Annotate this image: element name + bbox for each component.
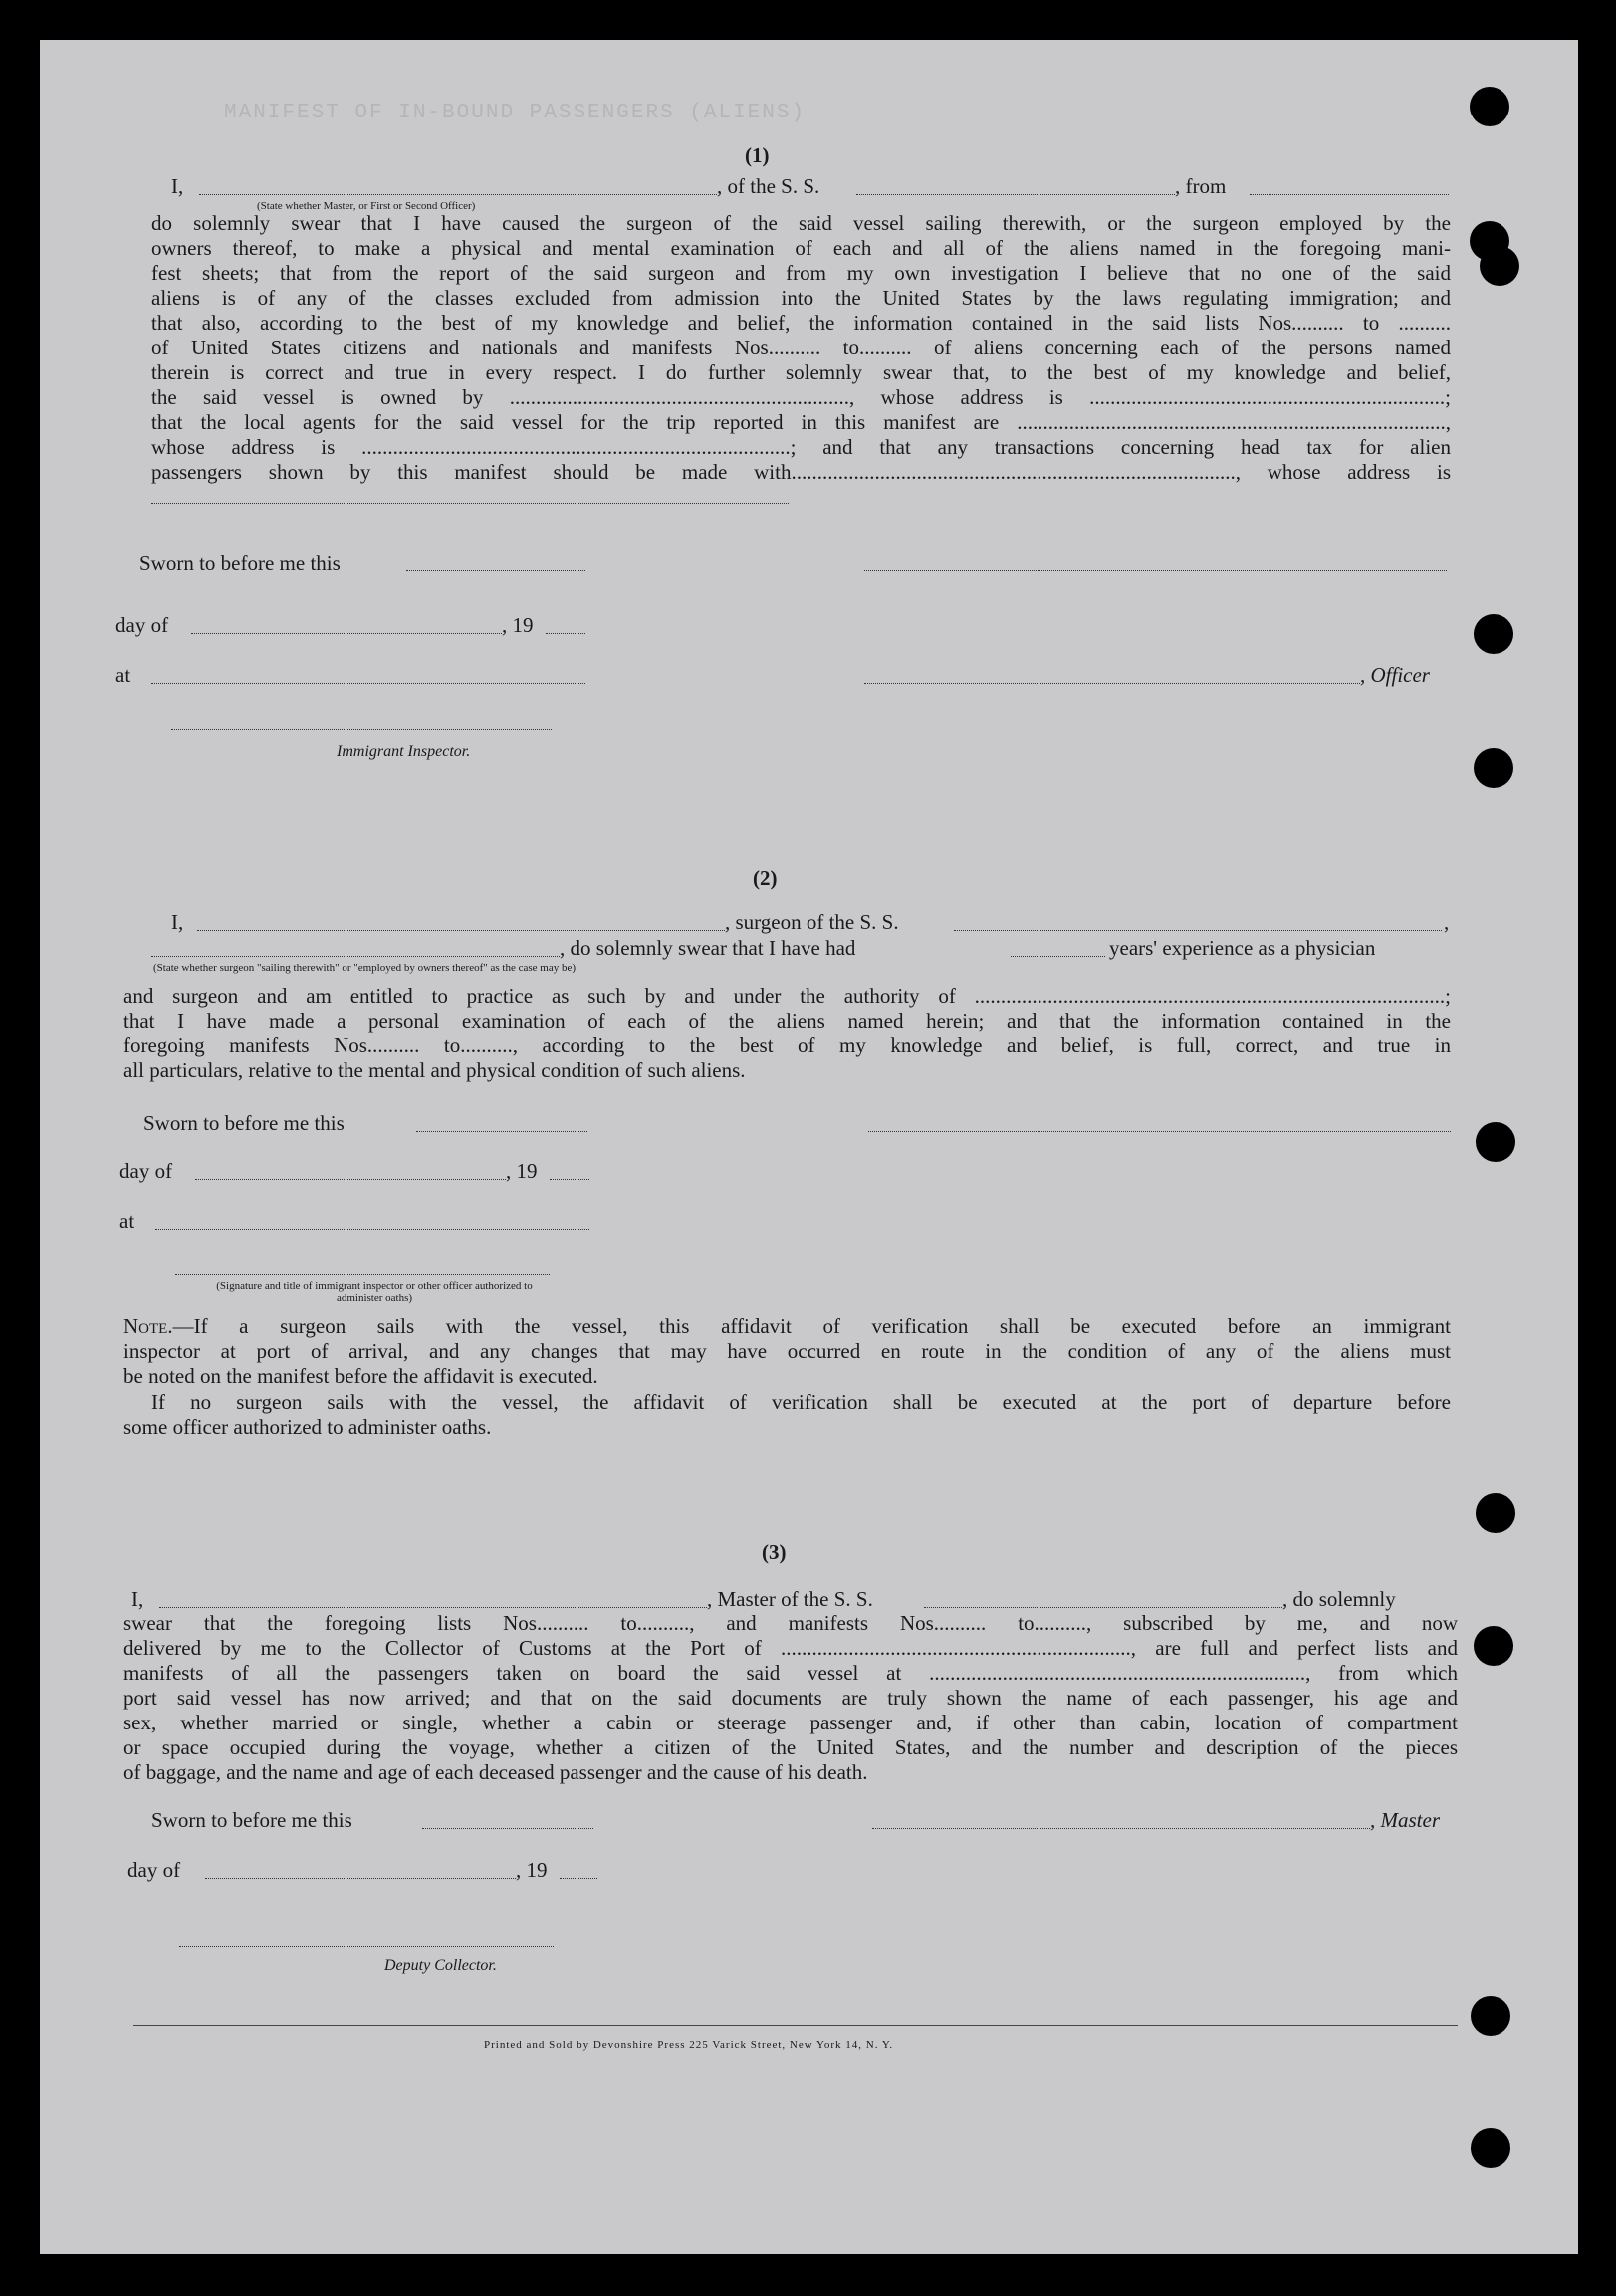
- section2-sig-note: (Signature and title of immigrant inspector or other officer authorized to administer oaths): [216, 1280, 533, 1304]
- punch-hole: [1480, 246, 1519, 286]
- address-continuation-blank: [151, 503, 789, 504]
- section2-note-line: be noted on the manifest before the affidavit is executed.: [123, 1364, 598, 1388]
- bleed-through-header: MANIFEST OF IN-BOUND PASSENGERS (ALIENS): [224, 102, 807, 124]
- section1-line: therein is correct and true in every respect. I do further solemnly swear that, to the best of my knowledge and belief,: [151, 360, 1451, 384]
- document-page: [40, 40, 1578, 2254]
- surgeon-vessel-blank: [954, 930, 1442, 931]
- section1-line: do solemnly swear that I have caused the surgeon of the said vessel sailing therewith, or the surgeon employed by the: [151, 211, 1451, 235]
- signature-blank: [868, 1131, 1451, 1132]
- years-blank: [1011, 956, 1105, 957]
- section1-of-ss: , of the S. S.: [717, 174, 820, 198]
- section3-i: I,: [131, 1587, 144, 1611]
- vessel-blank: [856, 194, 1175, 195]
- sworn-blank: [406, 570, 585, 571]
- section3-line: or space occupied during the voyage, whether a citizen of the United States, and the number and description of the pieces: [123, 1735, 1458, 1759]
- section3-do-solemnly: , do solemnly: [1282, 1587, 1396, 1611]
- section1-line: aliens is of any of the classes excluded from admission into the United States by the laws regulating immigration; and: [151, 286, 1451, 310]
- section2-note-line: inspector at port of arrival, and any changes that may have occurred en route in the condition of any of the aliens must: [123, 1339, 1451, 1363]
- officer-blank: [199, 194, 717, 195]
- master-signature-blank: [872, 1828, 1370, 1829]
- inspector-signature-blank: [175, 1274, 550, 1275]
- section2-line: and surgeon and am entitled to practice as such by and under the authority of ..........................................................................................;: [123, 984, 1451, 1008]
- section1-day-of: day of: [115, 613, 169, 637]
- surgeon-name-blank: [197, 930, 725, 931]
- section2-comma: ,: [1444, 910, 1450, 934]
- section2-at: at: [119, 1209, 135, 1233]
- punch-hole: [1476, 1493, 1515, 1533]
- section1-line: fest sheets; that from the report of the said surgeon and from my own investigation I believe that no one of the said: [151, 261, 1451, 285]
- section3-19: , 19: [516, 1858, 548, 1882]
- section1-line: whose address is ..................................................................................; and that any transactions concerning head tax for alien: [151, 435, 1451, 459]
- section3-line: sex, whether married or single, whether a cabin or steerage passenger and, if other than cabin, location of compartment: [123, 1711, 1458, 1734]
- section1-inspector: Immigrant Inspector.: [337, 743, 471, 760]
- section3-master: , Master: [1370, 1808, 1440, 1832]
- section2-sworn: Sworn to before me this: [143, 1111, 345, 1135]
- section2-i: I,: [171, 910, 184, 934]
- at-blank: [151, 683, 585, 684]
- master-vessel-blank: [924, 1607, 1282, 1608]
- punch-hole: [1471, 1996, 1510, 2036]
- note-label: Note.: [123, 1314, 173, 1338]
- section1-line: of United States citizens and nationals and manifests Nos.......... to.......... of aliens concerning each of the persons named: [151, 336, 1451, 359]
- year-blank: [546, 633, 585, 634]
- officer-signature-blank: [864, 683, 1360, 684]
- section2-note2-line: If no surgeon sails with the vessel, the affidavit of verification shall be executed at the port of departure before: [151, 1390, 1451, 1414]
- signature-blank: [864, 570, 1447, 571]
- section2-note2-line: some officer authorized to administer oaths.: [123, 1415, 492, 1439]
- sworn-blank: [422, 1828, 593, 1829]
- sworn-blank: [416, 1131, 587, 1132]
- section2-heading: (2): [753, 866, 778, 890]
- note-text: —If a surgeon sails with the vessel, this affidavit of verification shall be executed before an immigrant: [172, 1314, 1451, 1338]
- inspector-blank: [171, 729, 552, 730]
- punch-hole: [1471, 2128, 1510, 2168]
- section2-swear-had: , do solemnly swear that I have had: [560, 936, 856, 960]
- year-blank: [560, 1878, 597, 1879]
- section3-day-of: day of: [127, 1858, 181, 1882]
- section1-line: that the local agents for the said vessel for the trip reported in this manifest are ..................................................................................,: [151, 410, 1451, 434]
- punch-hole: [1470, 87, 1509, 126]
- section1-line: passengers shown by this manifest should be made with....................................................................................., whose address is: [151, 460, 1451, 484]
- section3-sworn: Sworn to before me this: [151, 1808, 352, 1832]
- surgeon-status-blank: [151, 956, 560, 957]
- section3-line: delivered by me to the Collector of Customs at the Port of ..................................................................., are full and perfect lists and: [123, 1636, 1458, 1660]
- at-blank: [155, 1229, 589, 1230]
- section3-master-of: , Master of the S. S.: [707, 1587, 873, 1611]
- section2-note-line1: [123, 1314, 1451, 1339]
- section2-years: years' experience as a physician: [1109, 936, 1376, 960]
- day-blank: [205, 1878, 516, 1879]
- section1-sworn: Sworn to before me this: [139, 551, 341, 574]
- section1-at: at: [115, 663, 131, 687]
- section3-line: swear that the foregoing lists Nos.......... to.........., and manifests Nos.......... to.........., subscribed by me, and now: [123, 1611, 1458, 1635]
- deputy-signature-blank: [179, 1946, 554, 1947]
- section3-line: port said vessel has now arrived; and that on the said documents are truly shown the name of each passenger, his age and: [123, 1686, 1458, 1710]
- section1-19: , 19: [502, 613, 534, 637]
- punch-hole: [1474, 748, 1513, 788]
- footer-printer: Printed and Sold by Devonshire Press 225 Varick Street, New York 14, N. Y.: [484, 2039, 894, 2051]
- section2-19: , 19: [506, 1159, 538, 1183]
- section3-heading: (3): [762, 1540, 787, 1564]
- year-blank: [550, 1179, 589, 1180]
- punch-hole: [1474, 614, 1513, 654]
- punch-hole: [1474, 1626, 1513, 1666]
- punch-hole: [1476, 1122, 1515, 1162]
- section1-line: the said vessel is owned by ................................................................., whose address is ....................................................................;: [151, 385, 1451, 409]
- section1-line: that also, according to the best of my knowledge and belief, the information contained in the said lists Nos.......... to ..........: [151, 311, 1451, 335]
- section1-heading: (1): [745, 143, 770, 167]
- section1-officer: , Officer: [1360, 663, 1430, 687]
- section3-line: of baggage, and the name and age of each deceased passenger and the cause of his death.: [123, 1760, 868, 1784]
- from-blank: [1250, 194, 1449, 195]
- section2-line: that I have made a personal examination of each of the aliens named herein; and that the information contained in the: [123, 1009, 1451, 1033]
- section1-line: owners thereof, to make a physical and mental examination of each and all of the aliens named in the foregoing mani-: [151, 236, 1451, 260]
- section1-i: I,: [171, 174, 184, 198]
- section2-line: all particulars, relative to the mental and physical condition of such aliens.: [123, 1058, 746, 1082]
- section1-officer-note: (State whether Master, or First or Second Officer): [257, 200, 476, 212]
- section3-deputy: Deputy Collector.: [384, 1957, 497, 1974]
- footer-rule: [133, 2025, 1458, 2026]
- master-name-blank: [159, 1607, 707, 1608]
- section2-surgeon-note: (State whether surgeon "sailing therewith" or "employed by owners thereof" as the case may be): [153, 962, 577, 974]
- section3-line: manifests of all the passengers taken on board the said vessel at ........................................................................, from which: [123, 1661, 1458, 1685]
- section2-surgeon-of: , surgeon of the S. S.: [725, 910, 899, 934]
- section2-line: foregoing manifests Nos.......... to.........., according to the best of my knowledge and belief, is full, correct, and true in: [123, 1033, 1451, 1057]
- day-blank: [191, 633, 502, 634]
- section1-from: , from: [1175, 174, 1227, 198]
- section2-day-of: day of: [119, 1159, 173, 1183]
- day-blank: [195, 1179, 506, 1180]
